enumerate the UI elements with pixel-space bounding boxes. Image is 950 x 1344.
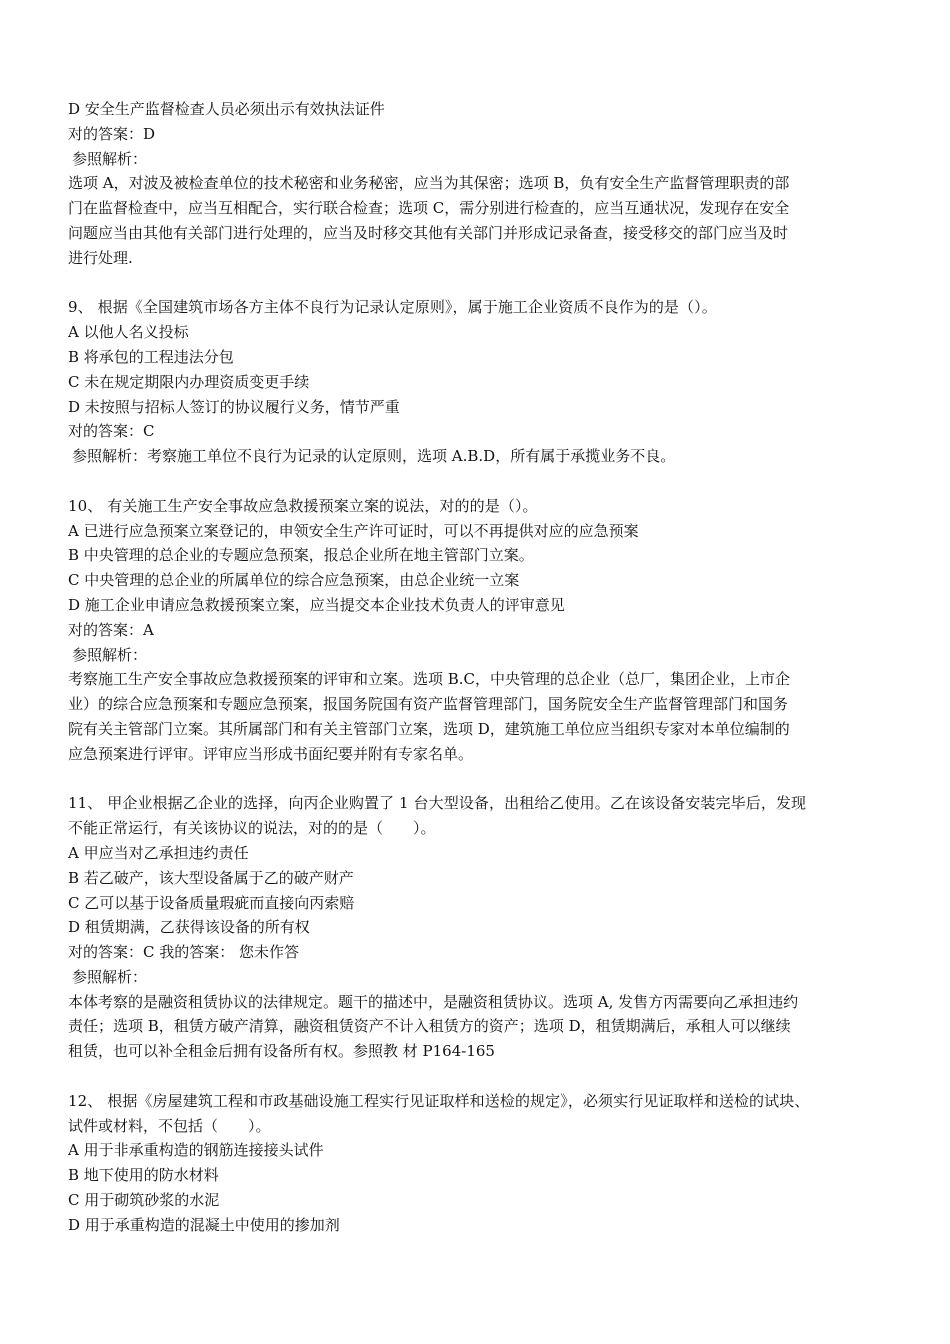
question-stem: 9、 根据《全国建筑市场各方主体不良行为记录认定原则》，属于施工企业资质不良作为的是（）。	[68, 298, 717, 317]
analysis-label: 参照解析：	[72, 645, 148, 664]
option-a: A 以他人名义投标	[68, 323, 189, 342]
analysis-label: 参照解析：	[72, 967, 148, 986]
question-stem: 不能正常运行，有关该协议的说法，对的的是（ ）。	[68, 819, 436, 838]
analysis-line: 考察施工生产安全事故应急救援预案的评审和立案。选项 B.C，中央管理的总企业（总厂，集团企业，上市企	[68, 670, 791, 689]
analysis-line: 业）的综合应急预案和专题应急预案，报国务院国有资产监督管理部门，国务院安全生产监督管理部门和国务	[68, 695, 789, 714]
option-c: C 乙可以基于设备质量瑕疵而直接向丙索赔	[68, 893, 355, 912]
analysis-line: 租赁，也可以补全租金后拥有设备所有权。参照教 材 P164-165	[68, 1042, 495, 1061]
option-d: D 用于承重构造的混凝土中使用的掺加剂	[68, 1215, 340, 1234]
option-d: D 施工企业申请应急救援预案立案，应当提交本企业技术负责人的评审意见	[68, 595, 565, 614]
analysis-line: 本体考察的是融资租赁协议的法律规定。题干的描述中，是融资租赁协议。选项 A, 发售方丙需要向乙承担违约	[68, 992, 799, 1011]
paragraph-gap	[68, 469, 886, 494]
option-d: D 未按照与招标人签订的协议履行义务，情节严重	[68, 397, 400, 416]
analysis-label: 参照解析：考察施工单位不良行为记录的认定原则，选项 A.B.D，所有属于承揽业务不良。	[72, 447, 676, 466]
question-stem: 试件或材料，不包括（ ）。	[68, 1116, 271, 1135]
analysis-line: 院有关主管部门立案。其所属部门和有关主管部门立案，选项 D，建筑施工单位应当组织专家对本单位编制的	[68, 719, 790, 738]
analysis-line: 门在监督检查中，应当互相配合，实行联合检查；选项 C，需分别进行检查的，应当互通状况，发现存在安全	[68, 199, 790, 218]
option-b: B 将承包的工程违法分包	[68, 347, 234, 366]
analysis-line: 进行处理.	[68, 248, 133, 267]
question-11	[68, 791, 886, 1064]
option-c: C 中央管理的总企业的所属单位的综合应急预案，由总企业统一立案	[68, 571, 520, 590]
question-stem: 11、 甲企业根据乙企业的选择，向丙企业购置了 1 台大型设备，出租给乙使用。乙在该设备安装完毕后，发现	[68, 794, 807, 813]
option-c: C 用于砌筑砂浆的水泥	[68, 1191, 220, 1210]
option-b: B 地下使用的防水材料	[68, 1166, 219, 1185]
analysis-line: 问题应当由其他有关部门进行处理的，应当及时移交其他有关部门并形成记录备查，接受移交的部门应当及时	[68, 223, 789, 242]
option-b: B 若乙破产，该大型设备属于乙的破产财产	[68, 868, 354, 887]
question-12	[68, 1089, 886, 1238]
option-c: C 未在规定期限内办理资质变更手续	[68, 372, 310, 391]
answer-text: 对的答案：C	[68, 422, 155, 441]
option-a: A 甲应当对乙承担违约责任	[68, 843, 249, 862]
option-b: B 中央管理的总企业的专题应急预案，报总企业所在地主管部门立案。	[68, 546, 534, 565]
question-stem: 12、 根据《房屋建筑工程和市政基础设施工程实行见证取样和送检的规定》，必须实行见证取样和送检的试块、	[68, 1091, 810, 1110]
answer-text: 对的答案：C 我的答案： 您未作答	[68, 943, 300, 962]
paragraph-gap	[68, 767, 886, 792]
option-a: A 用于非承重构造的钢筋连接接头试件	[68, 1141, 324, 1160]
analysis-line: 责任；选项 B，租赁方破产清算，融资租赁资产不计入租赁方的资产；选项 D，租赁期满后，承租人可以继续	[68, 1017, 791, 1036]
option-a: A 已进行应急预案立案登记的，申领安全生产许可证时，可以不再提供对应的应急预案	[68, 521, 639, 540]
paragraph-gap	[68, 1064, 886, 1089]
analysis-line: 选项 A，对波及被检查单位的技术秘密和业务秘密，应当为其保密；选项 B，负有安全生产监督管理职责的部	[68, 174, 790, 193]
answer-text: 对的答案：D	[68, 124, 156, 143]
question-stem: 10、 有关施工生产安全事故应急救援预案立案的说法，对的的是（）。	[68, 496, 538, 515]
paragraph-gap	[68, 271, 886, 296]
answer-text: 对的答案：A	[68, 620, 154, 639]
question-9	[68, 295, 886, 469]
option-d-text: D 安全生产监督检查人员必须出示有效执法证件	[68, 100, 385, 118]
question-10	[68, 494, 886, 767]
analysis-label: 参照解析：	[72, 149, 148, 168]
analysis-line: 应急预案进行评审。评审应当形成书面纪要并附有专家名单。	[68, 744, 474, 763]
document-page	[68, 97, 886, 1238]
option-d: D 租赁期满，乙获得该设备的所有权	[68, 918, 310, 937]
